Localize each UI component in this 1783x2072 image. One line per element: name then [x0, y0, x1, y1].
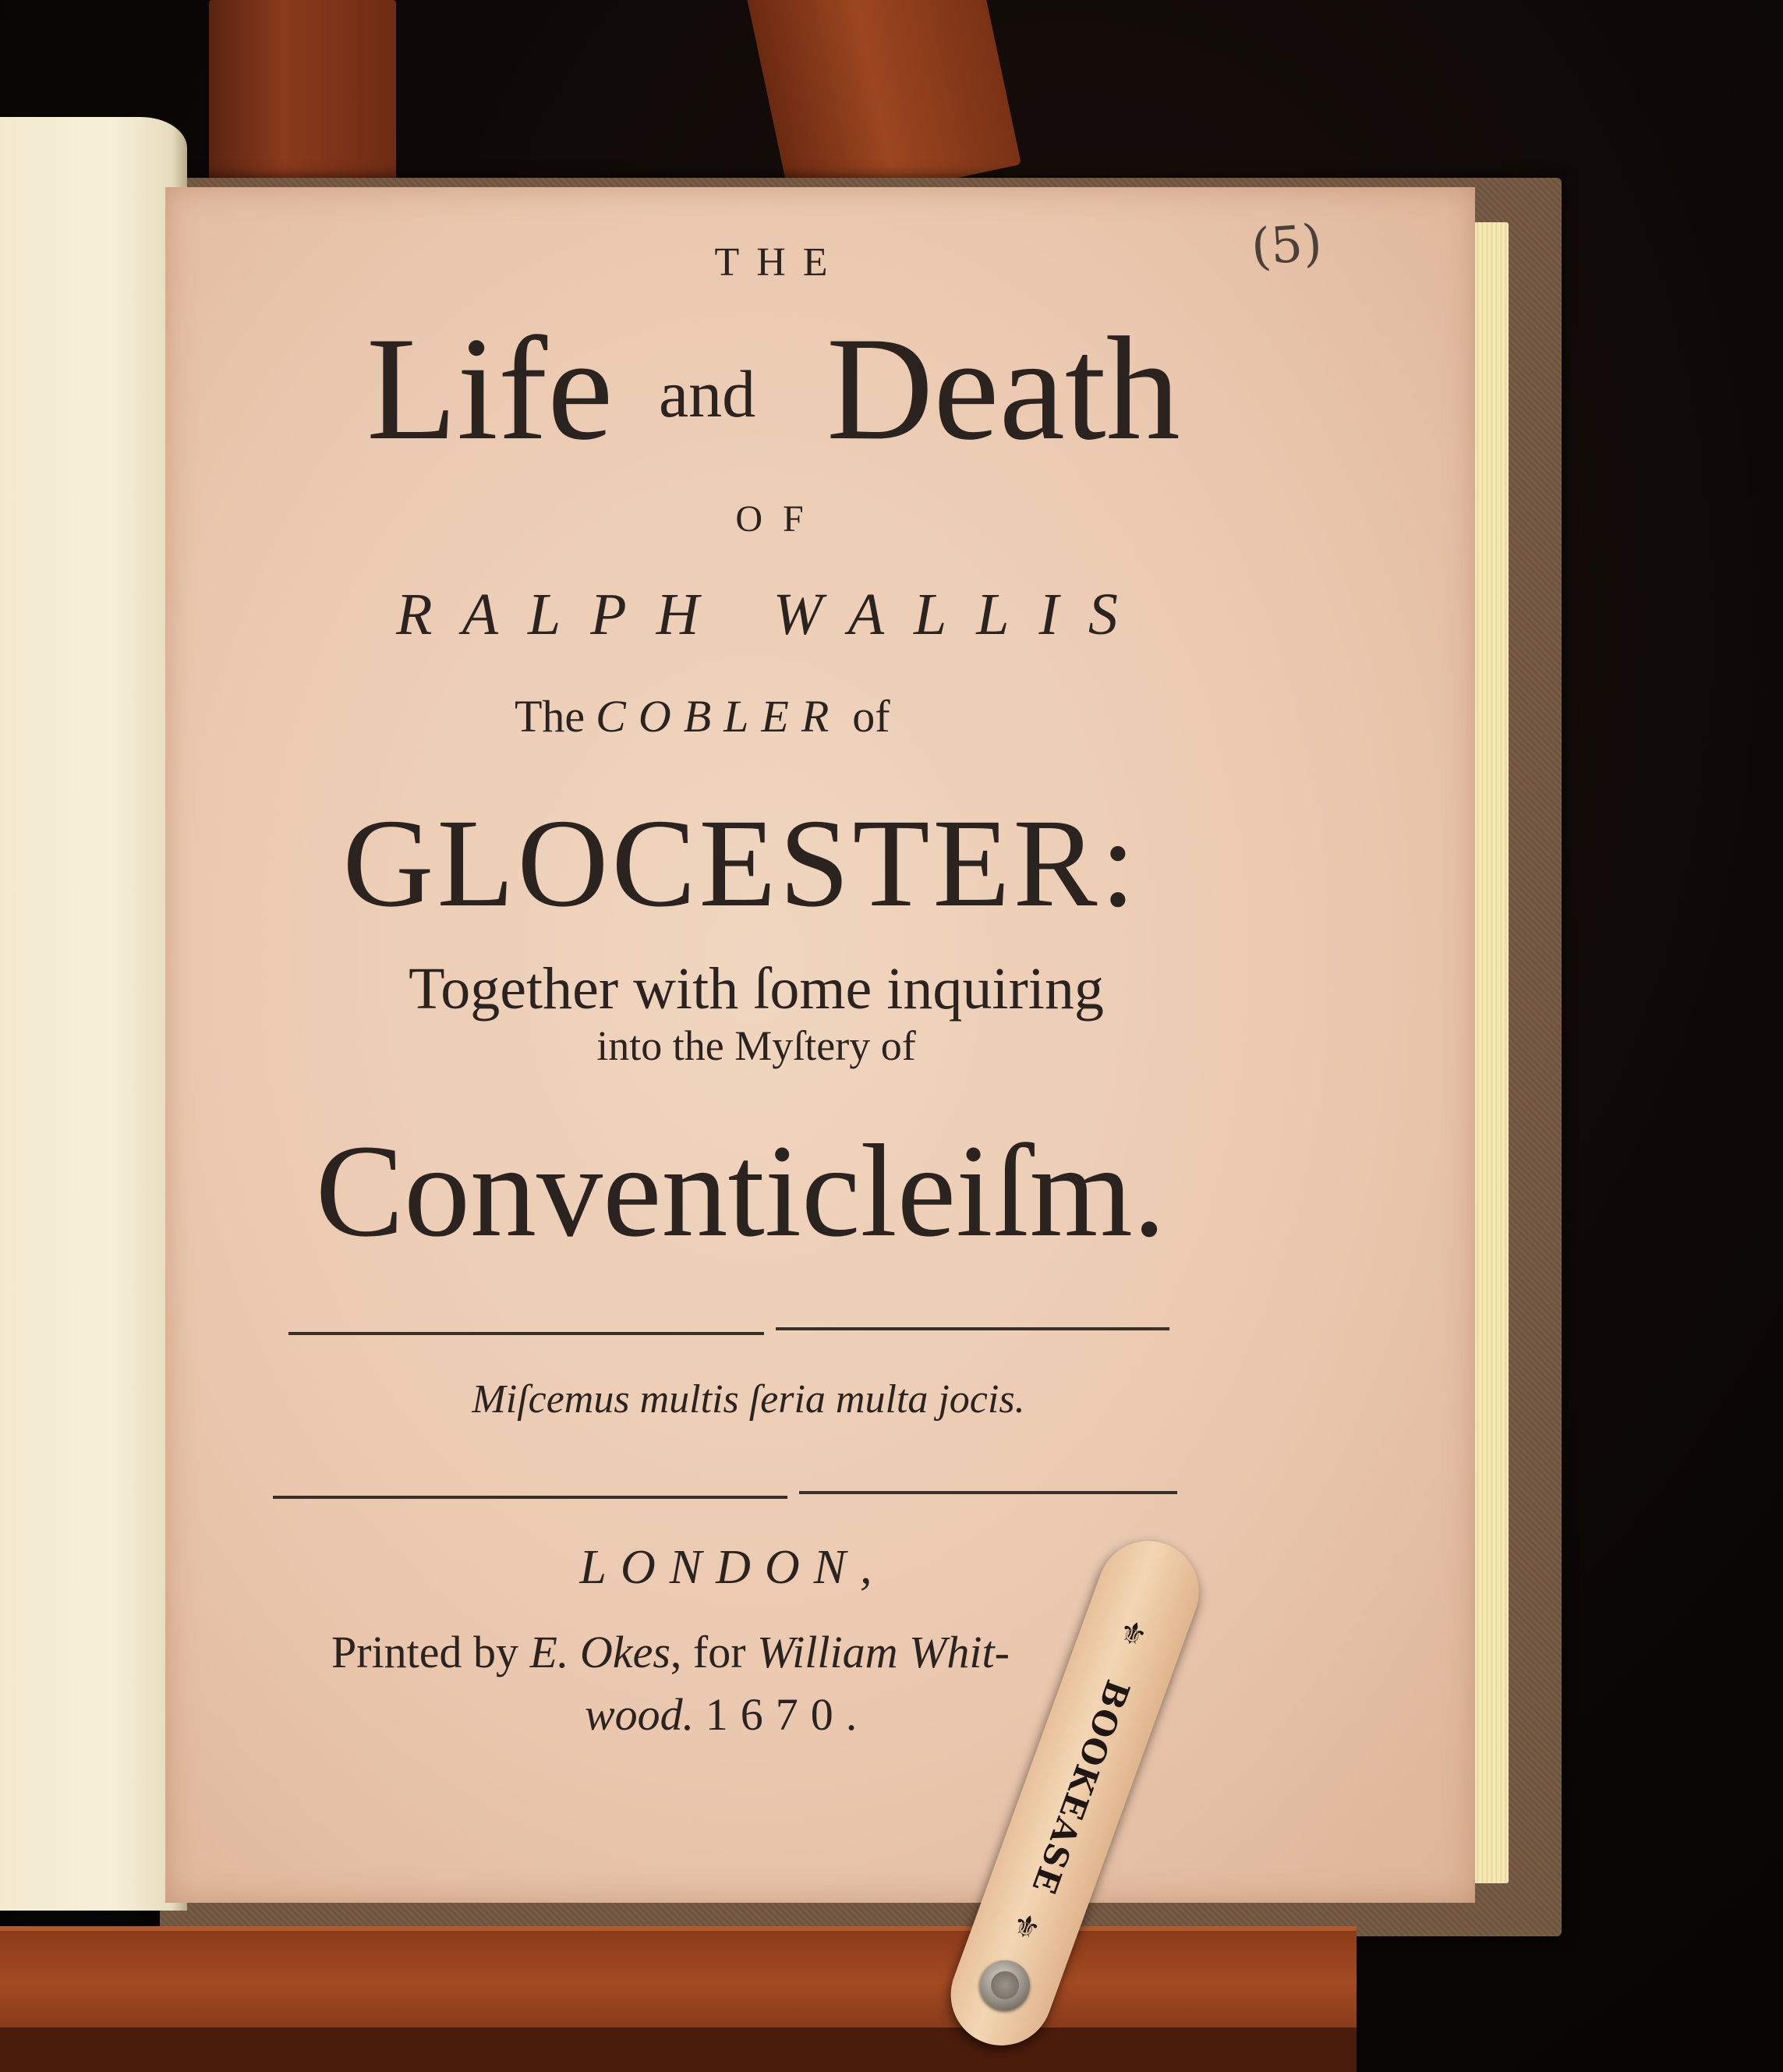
title-cobler-the: The	[515, 691, 585, 742]
title-subject: Conventicleiſm.	[315, 1117, 1166, 1264]
title-place: GLOCESTER:	[342, 794, 1139, 933]
title-of: OF	[735, 498, 824, 540]
title-motto: Miſcemus multis ſeria multa jocis.	[472, 1377, 1025, 1422]
ornament-bottom-icon: ⚜	[1006, 1905, 1045, 1950]
imprint-line-2	[585, 1688, 869, 1741]
pencil-note: (5)	[1249, 214, 1325, 278]
easel-ledge-shadow	[0, 2028, 1357, 2072]
rule-upper-left	[288, 1332, 764, 1335]
screw-icon	[973, 1953, 1037, 2017]
title-into-line: into the Myſtery of	[596, 1022, 916, 1069]
title-cobler-line	[515, 690, 890, 742]
title-and: and	[659, 356, 756, 431]
imprint-printed-prefix: Printed by	[331, 1627, 519, 1677]
title-death: Death	[826, 307, 1180, 471]
bookmark-brand: BOOKEASE	[1024, 1674, 1137, 1900]
imprint-for: , for	[670, 1627, 746, 1677]
rule-lower-right	[799, 1491, 1177, 1494]
imprint-publisher-cont: wood.	[585, 1689, 695, 1740]
ornament-top-icon: ⚜	[1113, 1612, 1152, 1656]
left-endpaper-page	[0, 117, 187, 1911]
rule-upper-right	[776, 1327, 1169, 1330]
title-together-line: Together with ſome inquiring	[409, 956, 1104, 1022]
imprint-publisher: William Whit-	[757, 1627, 1010, 1677]
title-cobler-of: of	[852, 691, 890, 742]
easel-leg-left	[209, 0, 396, 203]
imprint-printer: E. Okes	[529, 1627, 670, 1677]
rule-lower-left	[273, 1496, 787, 1499]
title-cobler: COBLER	[596, 691, 842, 742]
title-the: THE	[714, 240, 845, 285]
imprint-year: 1670.	[705, 1689, 870, 1740]
title-person-name: RALPH WALLIS	[396, 582, 1148, 647]
imprint-line-1	[331, 1626, 1010, 1678]
imprint-city: LONDON,	[579, 1541, 886, 1594]
title-life: Life	[366, 307, 614, 471]
